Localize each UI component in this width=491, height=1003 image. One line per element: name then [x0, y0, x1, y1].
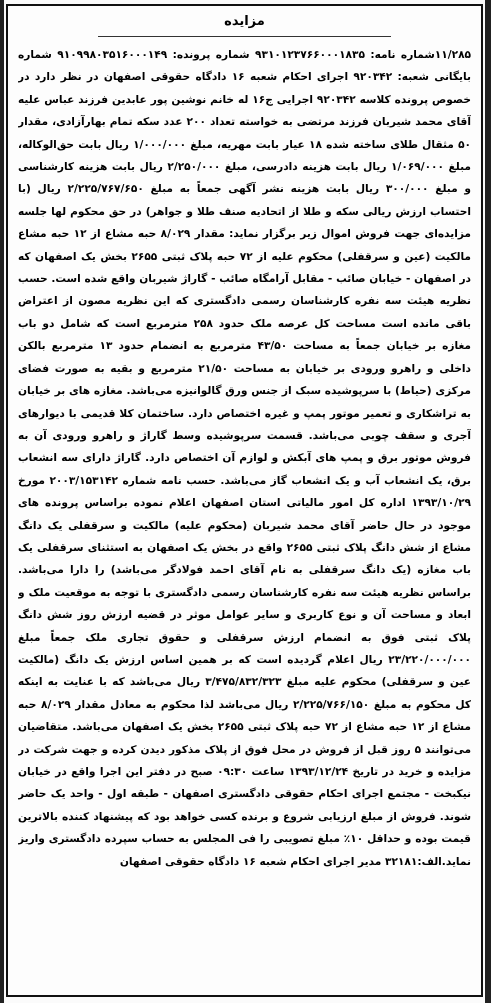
notice-title: مزایده [224, 14, 265, 29]
notice-body: ۱۱/۲۸۵شماره نامه: ۹۳۱۰۱۲۳۷۶۶۰۰۰۱۸۳۵ شماره پرونده: ۹۱۰۹۹۸۰۳۵۱۶۰۰۰۱۴۹ شماره بایگانی شعبه: ۹۲۰۳۴۲ اجرای احکام شعبه ۱۶ دادگاه حقوقی اصفهان در نظر دارد در خصوص پرونده کلاسه ۹۲۰۳۴۲ اجرایی ج۱۶ له خانم نوشین پور عابدین فرزند عباس علیه آقای محمد شیربان فرزند مرتضی به خواسته تعداد ۲۰۰ عدد سکه تمام بهارآزادی، مقدار ۵۰ مثقال طلای ساخته شده ۱۸ عیار بابت مهریه، مبلغ ۱/۰۰۰/۰۰۰ ریال بابت حق‌الوکاله، مبلغ ۱/۰۶۹/۰۰۰ ریال بابت هزینه دادرسی، مبلغ ۲/۲۵۰/۰۰۰ ریال بابت هزینه کارشناسی و مبلغ ۳۰۰/۰۰۰ ریال بابت هزینه نشر آگهی جمعاً به مبلغ ۲/۲۲۵/۷۶۷/۶۵۰ ریال (با احتساب ارزش ریالی سکه و طلا از اتحادیه صنف طلا و جواهر) در حق محکوم لها جلسه مزایده‌ای جهت فروش اموال زیر برگزار نماید: مقدار ۸/۰۲۹ حبه مشاع از ۱۲ حبه مشاع مالکیت (عین و سرقفلی) محکوم علیه از ۷۲ حبه پلاک ثبتی ۲۶۵۵ بخش یک اصفهان که در اصفهان - خیابان صائب - مقابل آرامگاه صائب - گاراژ شیربان واقع شده است. حسب نظریه هیئت سه نفره کارشناسان رسمی دادگستری که این نظریه مصون از اعتراض باقی مانده است مساحت کل عرصه ملک حدود ۲۵۸ مترمربع است که شامل دو باب مغازه بر خیابان جمعاً به مساحت ۴۳/۵۰ مترمربع به انضمام حدود ۱۳ مترمربع بالکن داخلی و راهرو ورودی بر خیابان به مساحت ۲۱/۵۰ مترمربع و بقیه به صورت فضای مرکزی (حیاط) با سرپوشیده سبک از جنس ورق گالوانیزه می‌باشد. مغازه های بر خیابان به تراشکاری و تعمیر موتور پمپ و غیره اختصاص دارد. ساختمان کلا قدیمی با دیوارهای آجری و سقف چوبی می‌باشد. قسمت سرپوشیده وسط گاراژ و راهرو ورودی آن به فروش موتور برق و پمپ های آبکش و لوازم آن اختصاص دارد. گاراژ دارای سه انشعاب برق، یک انشعاب آب و یک انشعاب گاز می‌باشد. حسب نامه شماره ۲۰۰۳/۱۵۳۱۴۲ مورخ ۱۳۹۳/۱۰/۲۹ اداره کل امور مالیاتی استان اصفهان اعلام نموده براساس پرونده های موجود در حال حاضر آقای محمد شیربان (محکوم علیه) مالکیت و سرقفلی یک دانگ مشاع از شش دانگ پلاک ثبتی ۲۶۵۵ واقع در بخش یک اصفهان به استثنای سرقفلی یک باب مغازه (یک دانگ سرقفلی به نام آقای احمد فولادگر می‌باشد) را دارا می‌باشد. براساس نظریه هیئت سه نفره کارشناسان رسمی دادگستری با توجه به موقعیت ملک و ابعاد و مساحت آن و نوع کاربری و سایر عوامل موثر در قضیه ارزش روز شش دانگ پلاک ثبتی فوق به انضمام ارزش سرقفلی و حقوق تجاری ملک جمعاً مبلغ ۲۳/۲۲۰/۰۰۰/۰۰۰ ریال اعلام گردیده است که بر همین اساس ارزش یک دانگ (مالکیت عین و سرقفلی) محکوم علیه مبلغ ۳/۴۷۵/۸۳۲/۳۲۳ ریال می‌باشد که با عنایت به اینکه کل محکوم به مبلغ ۲/۲۲۵/۷۶۶/۱۵۰ ریال می‌باشد لذا محکوم به معادل مقدار ۸/۰۲۹ حبه مشاع از ۱۲ حبه مشاع از ۷۲ حبه پلاک ثبتی ۲۶۵۵ بخش یک اصفهان می‌باشد. متقاضیان می‌توانند ۵ روز قبل از فروش در محل فوق از پلاک مذکور دیدن کرده و جهت شرکت در مزایده و خرید در تاریخ ۱۳۹۳/۱۲/۲۴ ساعت ۰۹:۳۰ صبح در دفتر این اجرا واقع در خیابان نیکبخت - مجتمع اجرای احکام حقوقی دادگستری اصفهان - طبقه اول - واحد یک حاضر شوند. فروش از مبلغ ارزیابی شروع و برنده کسی خواهد بود که پیشنهاد کننده بالاترین قیمت بوده و حداقل ۱۰٪ مبلغ تصویبی را فی المجلس به حساب سپرده دادگستری واریز نماید.الف:۳۲۱۸۱ مدیر اجرای احکام شعبه ۱۶ دادگاه حقوقی اصفهان [18, 49, 471, 868]
scan-edge-left [0, 0, 4, 1003]
scan-edge-right [485, 0, 491, 1003]
title-divider [98, 36, 391, 37]
notice-frame [6, 4, 483, 997]
